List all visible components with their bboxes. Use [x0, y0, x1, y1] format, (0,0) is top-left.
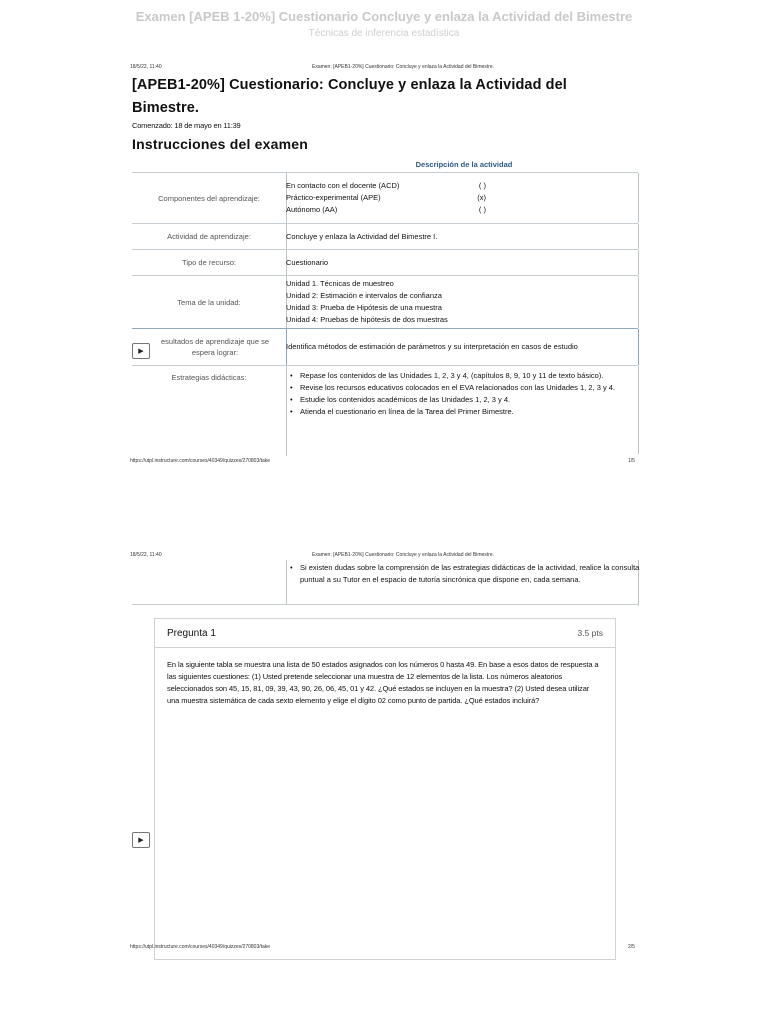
list-item: • Si existen dudas sobre la comprensión de las estrategias didácticas de la actividad, realice la consulta puntual a su Tutor en el espacio de tutoría sincrónica que dispone en, cada semana.	[286, 562, 640, 586]
page-number: 1/5	[628, 458, 635, 464]
print-doc-title: Examen: [APEB1-20%] Cuestionario: Concluye y enlaza la Actividad del Bimestre.	[312, 64, 495, 70]
table-row	[132, 365, 638, 450]
row-value	[286, 329, 639, 365]
pdf-page-2	[116, 546, 652, 958]
table-row	[132, 275, 638, 328]
table-continuation	[132, 560, 638, 605]
question-header	[155, 619, 615, 648]
unit-4: Unidad 4: Pruebas de hipótesis de dos muestras	[286, 315, 448, 324]
component-acd-mark: ( )	[478, 181, 486, 190]
table-row	[132, 328, 638, 365]
component-acd: En contacto con el docente (ACD)	[286, 181, 400, 190]
list-item: • Estudie los contenidos académicos de las Unidades 1, 2, 3 y 4.	[286, 394, 640, 406]
page-number: 2/5	[628, 944, 635, 950]
print-url: https://utpl.instructure.com/courses/40349/quizzes/270803/take	[130, 944, 271, 950]
table-caption: Descripción de la actividad	[415, 160, 513, 169]
row-value	[286, 560, 639, 606]
row-value	[286, 224, 639, 249]
row-label: Componentes del aprendizaje:	[132, 173, 287, 223]
activity-value: Concluye y enlaza la Actividad del Bimestre I.	[286, 231, 438, 241]
row-label: Tipo de recurso:	[132, 250, 287, 275]
results-value: Identifica métodos de estimación de parámetros y su interpretación en casos de estudio	[286, 342, 578, 351]
question-points: 3.5 pts	[577, 628, 603, 638]
play-icon[interactable]: ▶	[132, 343, 150, 359]
instructions-heading: Instrucciones del examen	[132, 136, 308, 152]
component-aa: Autónomo (AA)	[286, 205, 338, 214]
document-title: Examen [APEB 1-20%] Cuestionario Concluye y enlaza la Actividad del Bimestre	[135, 9, 633, 24]
list-item: • Atienda el cuestionario en línea de la Tarea del Primer Bimestre.	[286, 406, 640, 418]
pdf-page-1	[116, 58, 652, 468]
row-value	[286, 250, 639, 275]
print-date: 18/5/22, 11:40	[130, 64, 162, 70]
row-label: Estrategias didácticas:	[132, 366, 287, 456]
play-icon[interactable]: ▶	[132, 832, 150, 848]
quiz-title: [APEB1-20%] Cuestionario: Concluye y enlaza la Actividad del Bimestre.	[132, 77, 567, 116]
row-value	[286, 366, 639, 454]
row-label: Actividad de aprendizaje:	[132, 224, 287, 249]
document-subtitle: Técnicas de inferencia estadística	[308, 28, 460, 39]
row-value	[286, 276, 639, 328]
row-label: Tema de la unidad:	[132, 276, 287, 328]
row-label: esultados de aprendizaje que se espera lograr:	[132, 329, 287, 365]
unit-1: Unidad 1. Técnicas de muestreo	[286, 279, 394, 288]
print-date: 18/5/22, 11:40	[130, 552, 162, 558]
unit-2: Unidad 2: Estimación e intervalos de confianza	[286, 291, 442, 300]
question-title: Pregunta 1	[167, 628, 216, 639]
question-card	[154, 618, 616, 960]
row-label	[132, 560, 287, 604]
table-row	[132, 249, 638, 275]
unit-3: Unidad 3: Prueba de Hipótesis de una muestra	[286, 303, 442, 312]
print-url: https://utpl.instructure.com/courses/40349/quizzes/270803/take	[130, 458, 271, 464]
component-ape: Práctico-experimental (APE)	[286, 193, 381, 202]
row-value	[286, 173, 639, 223]
resource-value: Cuestionario	[286, 257, 329, 267]
component-aa-mark: ( )	[478, 205, 486, 214]
table-row	[132, 223, 638, 249]
list-item: • Repase los contenidos de las Unidades 1, 2, 3 y 4, (capítulos 8, 9, 10 y 11 de texto básico).	[286, 370, 640, 382]
started-timestamp: Comenzado: 18 de mayo en 11:39	[132, 121, 241, 130]
question-text: En la siguiente tabla se muestra una lista de 50 estados asignados con los números 0 hasta 49. En base a esos datos de respuesta a las siguientes cuestiones: (1) Usted pretende seleccionar una muestra de 12 elementos de la lista. Los números aleatorios seleccionados son 45, 15, 81, 09, 39, 43, 90, 26, 06, 45, 01 y 42. ¿Qué estados se incluyen en la muestra? (2) Usted desea utilizar una muestra sistemática de cada sexto elemento y elige el dígito 02 como punto de partida. ¿Qué estados incluirá?	[167, 660, 599, 705]
list-item: • Revise los recursos educativos colocados en el EVA relacionados con las Unidades 1, 2, 3 y 4.	[286, 382, 640, 394]
component-ape-mark: (x)	[477, 193, 486, 202]
print-doc-title: Examen: [APEB1-20%] Cuestionario: Concluye y enlaza la Actividad del Bimestre.	[312, 552, 495, 558]
table-row	[132, 172, 638, 223]
